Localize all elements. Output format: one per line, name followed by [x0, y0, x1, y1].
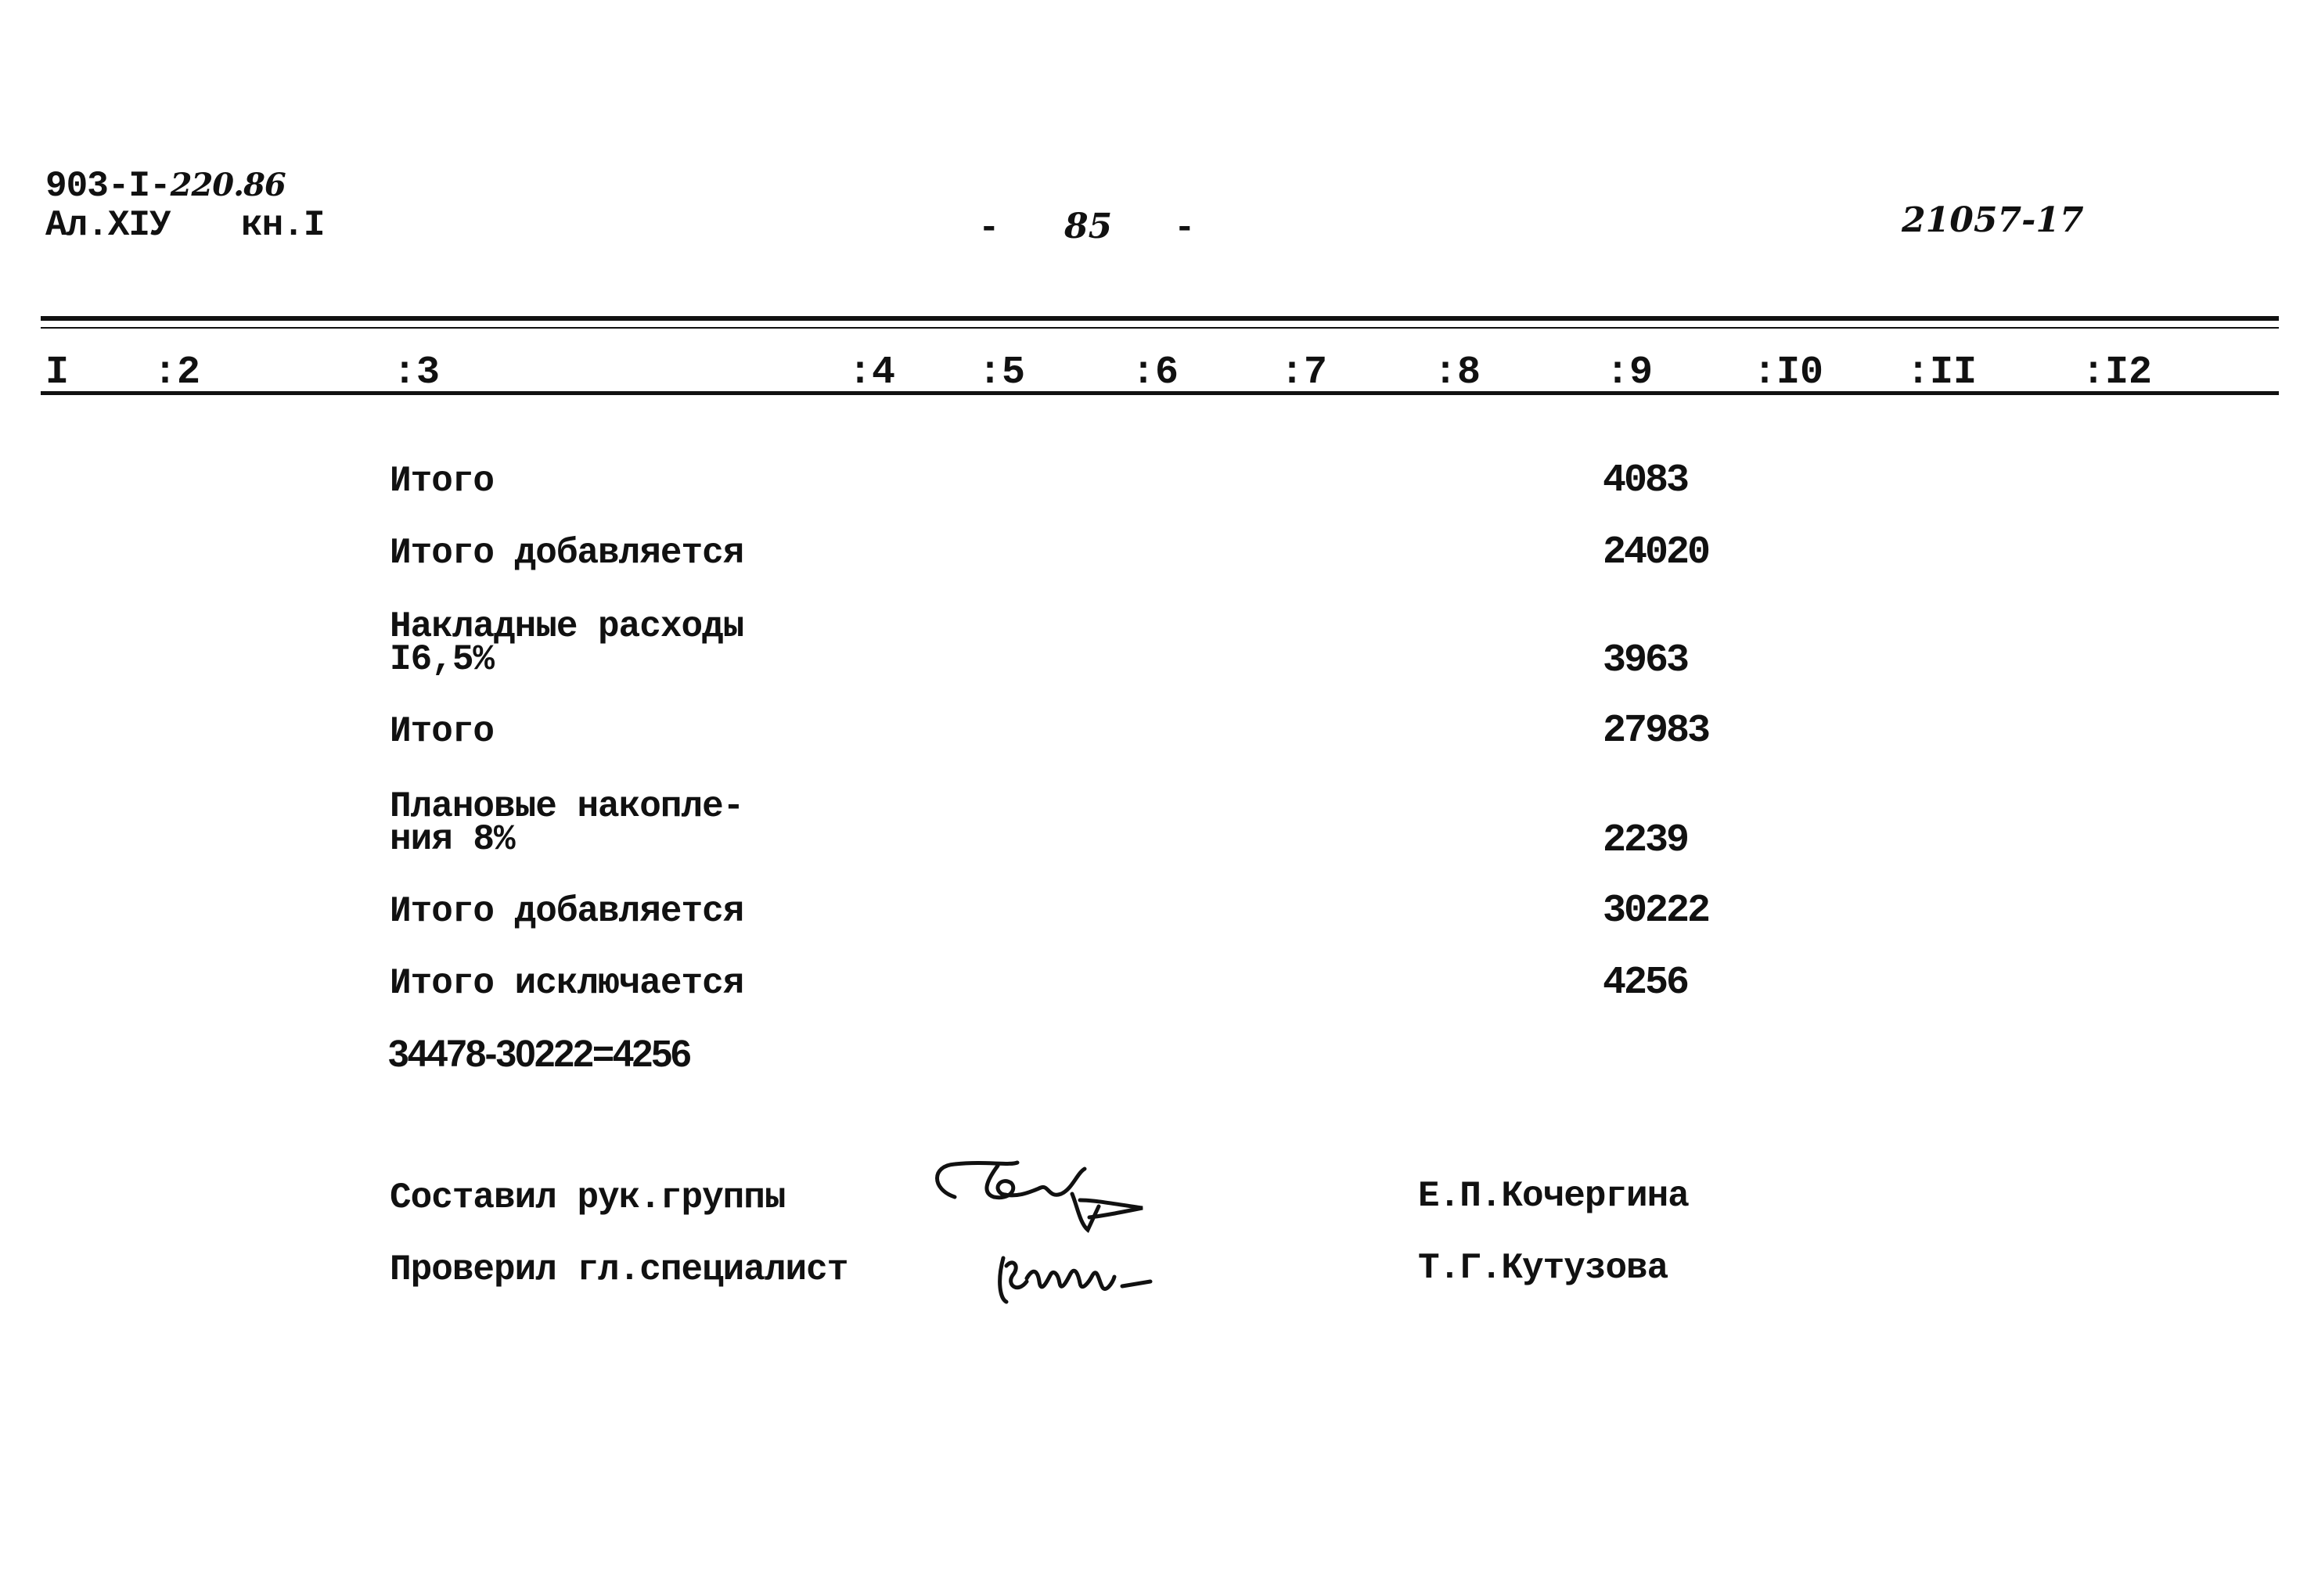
row-value-total-2: 27983 — [1603, 709, 1709, 753]
column-header-8: :8 — [1434, 350, 1481, 395]
row-value-total-added-2: 30222 — [1603, 889, 1709, 933]
compiled-by-label: Составил рук.группы — [390, 1177, 786, 1218]
column-header-5: :5 — [978, 350, 1026, 395]
column-header-12: :I2 — [2082, 350, 2153, 395]
column-header-11: :II — [1906, 350, 1978, 395]
calculation-line: 34478-30222=4256 — [388, 1033, 690, 1075]
row-label-planned-savings: Плановые накопле- ния 8% — [390, 786, 744, 860]
book-label: кн.I — [241, 205, 325, 246]
row-value-total-1: 4083 — [1603, 458, 1688, 503]
album-label: Ал.XIУ — [45, 205, 171, 246]
row-value-planned-savings: 2239 — [1603, 818, 1688, 863]
column-header-3: :3 — [393, 350, 441, 395]
row-value-total-excluded: 4256 — [1603, 961, 1688, 1005]
row-label-total-added-2: Итого добавляется — [390, 891, 744, 932]
signature-checker — [989, 1227, 1224, 1313]
row-value-overhead: 3963 — [1603, 638, 1688, 683]
table-top-rule — [41, 316, 2279, 321]
row-value-total-added-1: 24020 — [1603, 530, 1709, 575]
document-code-handwritten: 220.86 — [170, 167, 286, 203]
row-label-total-2: Итого — [390, 711, 495, 752]
page-dash-left: - — [978, 208, 999, 249]
page-number: 85 — [1064, 207, 1113, 246]
page-dash-right: - — [1174, 208, 1195, 249]
checker-name: Т.Г.Кутузова — [1418, 1248, 1668, 1289]
checked-by-label: Проверил гл.специалист — [390, 1249, 848, 1290]
document-code — [45, 166, 286, 207]
table-top-rule-thin — [41, 327, 2279, 329]
row-label-total-added-1: Итого добавляется — [390, 533, 744, 573]
row-label-total-excluded: Итого исключается — [390, 963, 744, 1004]
document-code-typed: 903-I- — [45, 166, 171, 207]
column-header-6: :6 — [1132, 350, 1179, 395]
row-label-total-1: Итого — [390, 461, 495, 501]
column-header-2: :2 — [153, 350, 201, 395]
compiler-name: Е.П.Кочергина — [1418, 1176, 1689, 1217]
column-header-1: I — [45, 350, 70, 395]
inventory-number: 21057-17 — [1902, 200, 2084, 240]
column-header-4: :4 — [848, 350, 896, 395]
column-header-10: :I0 — [1753, 350, 1824, 395]
column-header-7: :7 — [1280, 350, 1328, 395]
column-header-9: :9 — [1606, 350, 1654, 395]
row-label-overhead: Накладные расходы I6,5% — [390, 606, 744, 680]
